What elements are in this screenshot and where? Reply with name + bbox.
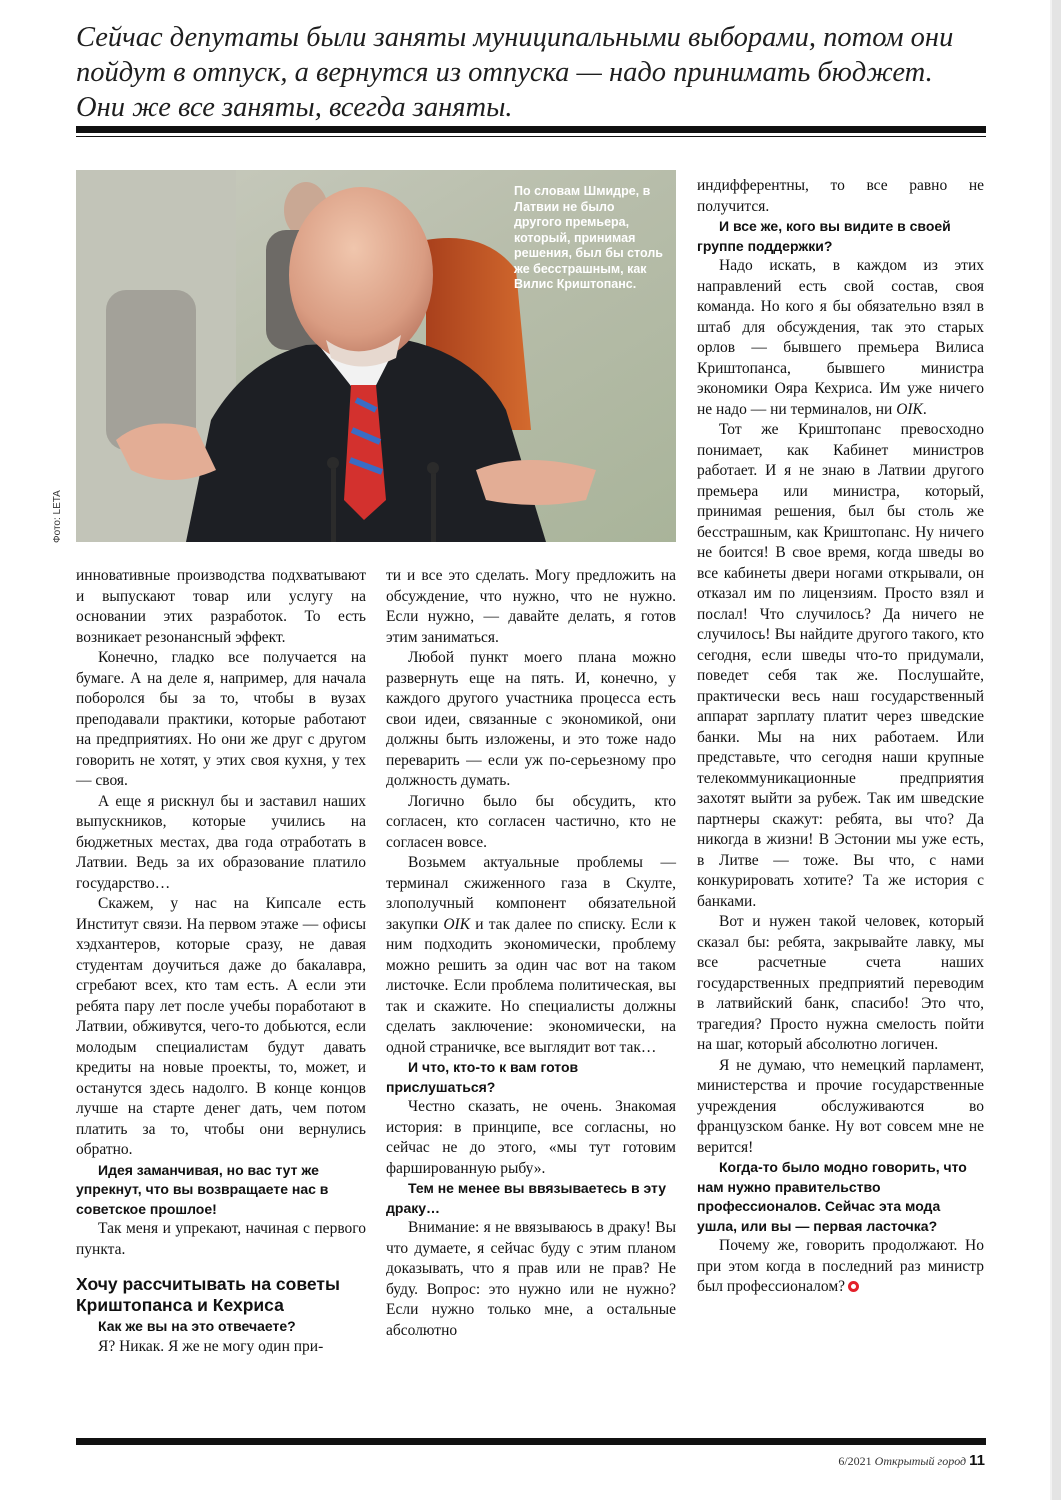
article-column-2 — [386, 566, 676, 1341]
interview-question: И что, кто-то к вам готов прислушаться? — [386, 1059, 579, 1095]
paragraph: Любой пункт моего плана можно развернуть еще на пять. И, конечно, у каждого другого участника процесса есть свои идеи, связанные с экономикой, они должны быть изложены, и это тоже надо переварить — если уж по-серьезному про должность думать. — [386, 649, 676, 789]
paragraph — [386, 853, 676, 1058]
top-rule-thin — [76, 136, 986, 137]
paragraph: А еще я рискнул бы и заставил наших выпускников, которые учились на бюджетных местах, два года отработать в Латвии. Ведь за их образование платило государство… — [76, 792, 366, 892]
interview-question: И все же, кого вы видите в своей группе поддержки? — [697, 218, 951, 254]
italic-term: OIK — [443, 915, 471, 933]
paragraph: Вот и нужен такой человек, который сказал бы: ребята, закрывайте лавку, мы все расчетные счета наших государственных предприятий переводим в латвийский банк, спасибо! Это что, трагедия? Просто нужна смелость пойти на шаг, который абсолютно логичен. — [697, 913, 984, 1053]
paragraph: Я не думаю, что немецкий парламент, министерства и прочие государственные учреждения обслуживаются во французском банке. Ну вот совсем мне не верится! — [697, 1056, 984, 1156]
page-footer — [838, 1452, 985, 1469]
text-run: Почему же, говорить продолжают. Но при этом когда в последний раз министр был профессионалом? — [697, 1237, 984, 1295]
paragraph: Так меня и упрекают, начиная с первого пункта. — [76, 1220, 366, 1258]
interview-question: Тем не менее вы ввязываетесь в эту драку… — [386, 1180, 667, 1216]
bottom-rule — [76, 1438, 986, 1445]
paragraph: Я? Никак. Я же не могу один при- — [98, 1337, 324, 1355]
end-of-article-icon — [848, 1281, 859, 1292]
page-number: 11 — [969, 1452, 985, 1469]
paragraph: инновативные производства подхватывают и выпускают товар или услугу на основании этих разработок. То есть возникает резонансный эффект. — [76, 567, 366, 646]
paragraph: Скажем, у нас на Кипсале есть Институт связи. На первом этаже — офисы хэдхантеров, которые сразу, не давая студентам доучиться даже до бакалавра, сгребают всех, кто там есть. А если эти ребята пару лет после учебы поработают в Латвии, обживутся, чего-то добьются, если молодым специалистам будут давать кредиты на новые проекты, то, может, и останутся здесь надолго. В конце концов лучше на старте денег дать, чем потом платить за то, чтобы они вернулись обратно. — [76, 895, 366, 1158]
paragraph — [697, 1236, 984, 1298]
paragraph: Конечно, гладко все получается на бумаге. А на деле я, например, для начала поборолся бы за то, чтобы в вузах преподавали практики, которые работают на предприятиях. Но они же друг с другом говорить не хотят, у этих своя кухня, у тех — своя. — [76, 649, 366, 789]
paragraph: индифферентны, то все равно не получится. — [697, 177, 984, 215]
issue-number: 6/2021 — [838, 1454, 872, 1468]
top-rule — [76, 126, 986, 133]
text-run: и так далее по списку. Если к ним подходить экономически, проблему можно решить за один час вот на таком листочке. Если проблема политическая, вы так и скажите. Но специалисты должны сделать заключение: экономически, на одной страничке, все выглядит вот так… — [386, 915, 676, 1056]
photo-credit: Фото: LETA — [52, 490, 63, 543]
paragraph — [697, 256, 984, 420]
magazine-name: Открытый город — [874, 1454, 967, 1468]
interview-question: Как же вы на это отвечаете? — [98, 1318, 296, 1334]
paragraph: Внимание: я не ввязываюсь в драку! Вы что думаете, я сейчас буду с этим планом доказывать, что я прав или не прав? Не буду. Вопрос: это нужно или не нужно? Если нужно только мне, а остальные абсолютно — [386, 1219, 676, 1339]
interview-question: Идея заманчивая, но вас тут же упрекнут, что вы возвращаете нас в советское прошлое! — [76, 1161, 329, 1217]
photo-caption: По словам Шмидре, в Латвии не было другого премьера, который, принимая решения, был бы столь же бесстрашным, как Вилис Криштопанс. — [514, 184, 663, 291]
paragraph: ти и все это сделать. Могу предложить на обсуждение, что нужно, что не нужно. Если нужно, — давайте делать, я готов этим заниматься. — [386, 567, 676, 646]
interview-question: Когда-то было модно говорить, что нам нужно правительство профессионалов. Сейчас эта мода ушла, или вы — первая ласточка? — [697, 1159, 967, 1234]
page-edge — [1052, 0, 1061, 1500]
article-column-3 — [697, 176, 984, 1298]
text-run: Надо искать, в каждом из этих направлений есть свой состав, своя команда. Но кого я бы обязательно взял в штаб для обсуждения, так это старых орлов — бывшего премьера Вилиса Криштопанса, бывшего министра экономики Ояра Кехриса. Им уже ничего не надо — ни терминалов, ни — [697, 257, 984, 418]
text-run: . — [922, 400, 927, 418]
paragraph: Логично было бы обсудить, кто согласен, кто согласен частично, кто не согласен вовсе. — [386, 792, 676, 851]
article-column-1 — [76, 566, 366, 1357]
section-subheading: Хочу рассчитывать на советы Криштопанса и Кехриса — [76, 1274, 340, 1315]
text-run: Возьмем актуальные проблемы — терминал сжиженного газа в Скулте, злополучный компонент обязательной закупки — [386, 854, 676, 933]
paragraph: Честно сказать, не очень. Знакомая история: в принципе, все согласны, но сейчас не до этого, «мы тут готовим фаршированную рыбу». — [386, 1098, 676, 1177]
pull-quote: Сейчас депутаты были заняты муниципальными выборами, потом они пойдут в отпуск, а вернутся из отпуска — надо принимать бюджет. Они же все заняты, всегда заняты. — [76, 22, 954, 123]
paragraph: Тот же Криштопанс превосходно понимает, как Кабинет министров работает. И я не знаю в Латвии другого премьера или министра, который, принимая решения, был бы столь же бесстрашным, как Криштопанс. Ну ничего не боится! В свое время, когда шведы во все кабинеты двери ногами открывали, он отказал им по лицензиям. Просто взял и послал! Что случилось? Да ничего не случилось! Вы найдите другого такого, кто сегодня, если шведы что-то придумали, поведет себя так же. Послушайте, практически весь наш государственный аппарат зарплату платит через шведские банки. Мы на них работаем. Или представьте, что сегодня наши крупные телекоммуникационные предприятия захотят выйти за рубеж. Так им шведские партнеры скажут: ребята, вы что? Да никогда в жизни! В Эстонии мы уже есть, в Литве — тоже. Вы что, с нами конкурировать хотите? Та же история с банками. — [697, 421, 984, 910]
italic-term: OIK — [896, 400, 923, 418]
